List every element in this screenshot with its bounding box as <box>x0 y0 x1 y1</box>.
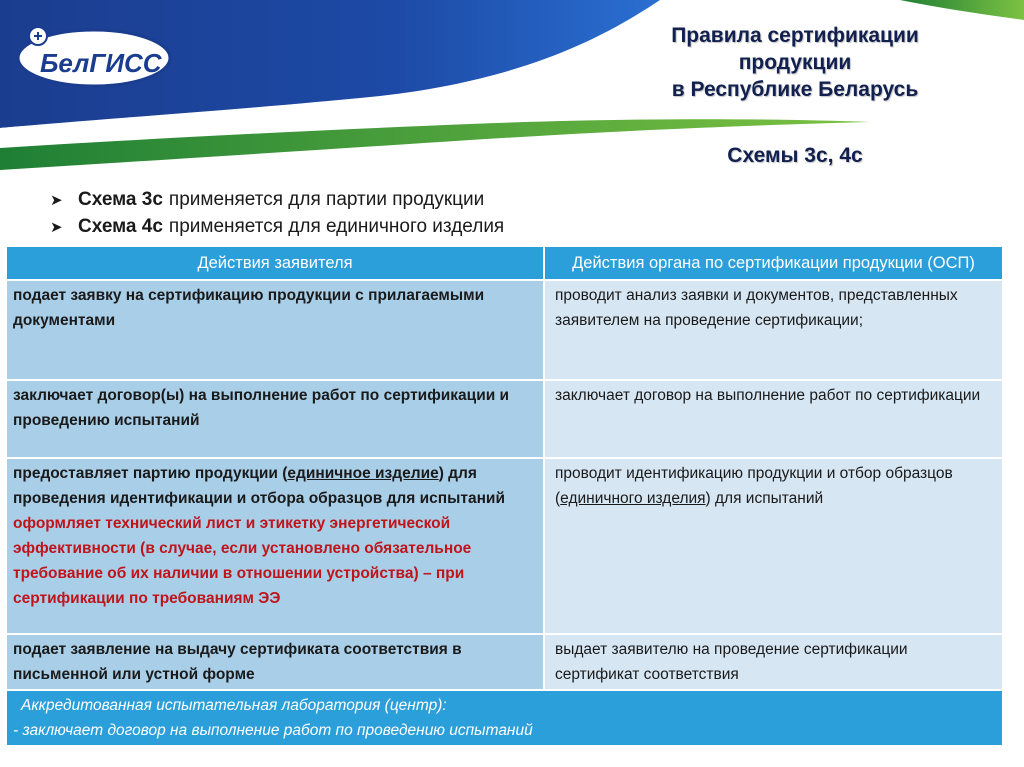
arrow-bullet-icon: ➤ <box>50 192 63 209</box>
osp-action-cell: заключает договор на выполнение работ по сертификации <box>544 380 1003 458</box>
table-header-row <box>6 246 1003 280</box>
bullet-scheme-name: Схема 4с <box>78 216 163 237</box>
lab-row <box>6 690 1003 746</box>
title-line-1: Правила сертификации <box>671 24 919 47</box>
accredited-lab-cell <box>6 690 1003 746</box>
applicant-action-cell <box>6 458 544 634</box>
applicant-action-cell: заключает договор(ы) на выполнение работ по сертификации и проведению испытаний <box>6 380 544 458</box>
applicant-action-cell: подает заявку на сертификацию продукции с прилагаемыми документами <box>6 280 544 380</box>
bullet-text: применяется для партии продукции <box>168 189 485 210</box>
header-applicant-actions: Действия заявителя <box>6 246 544 280</box>
osp-action-cell: проводит анализ заявки и документов, представленных заявителем на проведение сертификации; <box>544 280 1003 380</box>
bullet-text: применяется для единичного изделия <box>168 216 505 237</box>
header-osp-actions: Действия органа по сертификации продукции (ОСП) <box>544 246 1003 280</box>
lab-text: - заключает договор на выполнение работ по проведению испытаний <box>13 722 533 739</box>
title-line-2: продукции <box>738 51 852 74</box>
page-title <box>580 22 1010 103</box>
page-subtitle: Схемы 3с, 4с <box>727 144 863 167</box>
applicant-action-text <box>13 465 505 507</box>
bullet-scheme-name: Схема 3с <box>78 189 163 210</box>
title-line-3: в Республике Беларусь <box>671 78 919 101</box>
table-row <box>6 634 1003 690</box>
underlined-term: единичного изделия <box>560 490 706 507</box>
osp-action-cell: выдает заявителю на проведение сертификации сертификат соответствия <box>544 634 1003 690</box>
bullet-item <box>50 214 504 241</box>
energy-efficiency-note: оформляет технический лист и этикетку энергетической эффективности (в случае, если установлено обязательное требование об их наличии в отношении устройства) – при сертификации по требованиям ЭЭ <box>13 515 472 607</box>
lab-title: Аккредитованная испытательная лаборатория (центр): <box>21 697 447 714</box>
text-part: ) для испытаний <box>705 490 824 507</box>
bullet-item <box>50 187 504 214</box>
text-part: ) для проведения идентификации и отбора образцов для испытаний <box>13 465 505 507</box>
scheme-bullet-list <box>50 187 504 241</box>
logo-text: БелГИСС <box>40 48 162 78</box>
table-row <box>6 458 1003 634</box>
underlined-term: единичное изделие <box>287 465 439 482</box>
table-row <box>6 280 1003 380</box>
applicant-action-cell: подает заявление на выдачу сертификата соответствия в письменной или устной форме <box>6 634 544 690</box>
osp-action-cell <box>544 458 1003 634</box>
text-part: предоставляет партию продукции ( <box>13 465 288 482</box>
arrow-bullet-icon: ➤ <box>50 219 63 236</box>
certification-actions-table <box>5 245 1004 747</box>
text-part: проводит идентификацию продукции и отбор образцов ( <box>555 465 953 507</box>
table-row <box>6 380 1003 458</box>
